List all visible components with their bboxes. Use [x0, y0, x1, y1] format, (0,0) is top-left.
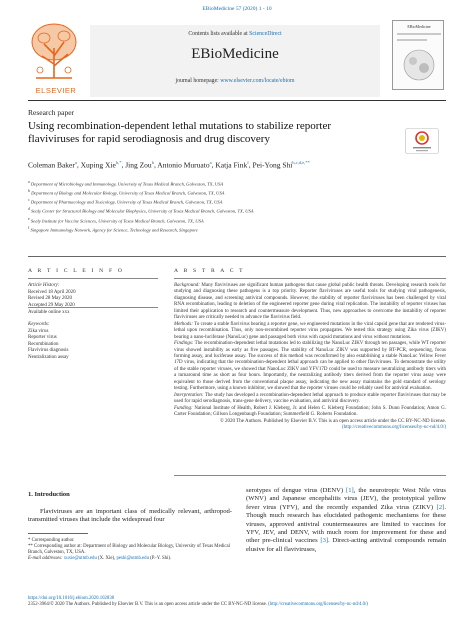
intro-paragraph: Flaviviruses are an important class of medically relevant, arthropod-transmitted viruses that include the widespread four [28, 508, 232, 524]
keyword: Reporter virus [28, 335, 57, 341]
article-info-rule [28, 278, 158, 279]
findings-label: Findings: [174, 341, 194, 347]
homepage-line [90, 78, 380, 84]
author-list: Coleman Baker$^a$, Xuping Xie$^{b,*}$, Jing Zou$^b$, Antonio Muruato$^a$, Katja Fink$^f$, Pei-Yong Shi$^{b,c,d,e,**}$ [28, 160, 310, 170]
cover-image-icon [401, 47, 437, 83]
methods-text: To create a stable flavivirus bearing a reporter gene, we engineered mutations in the viral capsid gene that are rendered virus-lethal upon recombination. Thus, only non-recombined reporter virus propagates. We tested this strategy using Zika virus (ZIKV) bearing a nano-luciferase (NanoLuc) gene and passaged both virus with capsid mutations and virus without mutations. [174, 321, 446, 340]
author-name[interactable]: Pei-Yong Shi [252, 160, 293, 170]
article-type: Research paper [28, 108, 75, 117]
intro-right-column [246, 487, 446, 554]
doi-link[interactable]: https://doi.org/10.1016/j.ebiom.2020.102838 [28, 596, 115, 601]
history-received: Received 18 April 2020 [28, 289, 76, 295]
affiliation-text: Department of Pharmacology and Toxicology, University of Texas Medical Branch, Galveston, TX, USA [30, 199, 223, 205]
check-for-updates-icon[interactable] [405, 128, 439, 154]
methods-label: Methods: [174, 321, 193, 327]
email-owner: (P.-Y. Shi). [148, 556, 172, 561]
affiliation [28, 188, 446, 197]
journal-title: EBioMedicine [191, 46, 279, 62]
affiliation-text: Department of Biology and Molecular Biology, University of Texas Medical Branch, Galveston, TX, USA [31, 190, 225, 196]
affiliation-sup: b [28, 189, 30, 194]
journal-homepage-link[interactable]: www.elsevier.com/locate/ebiom [220, 78, 295, 84]
affiliation [28, 197, 446, 206]
history-heading: Article History: [28, 283, 60, 288]
author-name[interactable]: Antonio Muruato [157, 160, 210, 170]
keyword: Flavivirus diagnosis [28, 348, 69, 354]
introduction-heading: 1. Introduction [28, 491, 70, 498]
affiliation-sup: d [28, 207, 30, 212]
affiliation-sup: f [28, 225, 30, 230]
abstract-interpretation [174, 393, 446, 406]
page-footer [28, 596, 446, 608]
footnotes [28, 538, 232, 562]
abstract-rule [174, 278, 446, 279]
abstract-heading: A B S T R A C T [174, 268, 245, 274]
contents-line [90, 31, 380, 37]
interpretation-label: Interpretation: [174, 392, 204, 398]
abstract-end-rule [174, 475, 446, 476]
history-online-wrap [28, 310, 158, 317]
keyword: Zika virus [28, 328, 49, 334]
abstract-license-link[interactable]: (http://creativecommons.org/licenses/by-nc-nd/4.0/) [341, 424, 446, 430]
abstract-methods [174, 322, 446, 341]
header-rule [28, 100, 446, 101]
intro-text: . Though much research has elucidated pathogenic mechanisms for these viruses, approved antiviral countermeasures are limited to vaccines for YFV, JEV, and DENV, with much room for improvement for these and other pre-clinical vaccines [246, 503, 446, 545]
intro-paragraph-continued [246, 487, 446, 554]
author-affiliation-sup: a [209, 160, 212, 165]
interpretation-text: The study has developed a recombination-dependent lethal approach to produce stable reporter flaviviruses that may be used for rapid serodiagnosis, trans-gene delivery, vaccine evaluation, and antiviral discovery. [174, 392, 446, 405]
abstract-copyright: © 2020 The Authors. Published by Elsevier B.V. This is an open access article under the CC BY-NC-ND license. [220, 418, 446, 424]
author-affiliation-sup: a [74, 160, 77, 165]
findings-text: The recombination-dependent lethal mutations led to stabilizing the NanoLuc ZIKV through ten passages, while WT reporter virus showed instability as early as five passages. The stability of NanoLuc ZIKV was supported by RT-PCR, sequencing, focus forming assay, and luciferase assay. The success of this method was reconfirmed by also establishing a stable NanoLuc Yellow Fever 17D virus, indicating that the recombination-dependent lethal approach can be applied to other flaviviruses. To demonstrate the utility of the stable reporter viruses, we showed that NanoLuc ZIKV and YFV17D could be used to measure neutralizing antibody titers with a turnaround time as short as four hours. Importantly, the neutralizing antibody titers derived from the reporter virus assay were equivalent to those derived from the conventional plaque assay, indicating the new assay maintains the gold standard of serology testing. Furthermore, using a known inhibitor, we showed that the reporter viruses could be reliably used for antiviral evaluation. [174, 341, 446, 392]
email-link[interactable]: xuxie@utmb.edu [63, 556, 97, 561]
email-link[interactable]: peshi@utmb.edu [116, 556, 149, 561]
background-text: Many flaviviruses are significant human pathogens that cause global public health threats. Developing research tools for studying and diagnosing these pathogens is a top priority. Reporter flaviviruses are useful tools for studying viral pathogenesis, diagnosing disease, and screening antiviral compounds. However, the stability of reporter flaviviruses has been challenged by viral RNA recombination, leading to deletion of the engineered reporter gene during viral replication. The instability of reporter viruses has limited their application to research and countermeasure development. Thus, new approaches to overcome the instability of reporter flaviviruses are critically needed to advance the flavivirus field. [174, 283, 446, 321]
affiliation-text: Sealy Institute for Vaccine Sciences, University of Texas Medical Branch, Galveston, TX, USA [30, 218, 204, 224]
article-history [28, 283, 158, 309]
cover-decoration [397, 33, 441, 35]
abstract-findings [174, 341, 446, 393]
author-name[interactable]: Katja Fink [215, 160, 248, 170]
footer-license-text: 2352-3964/© 2020 The Authors. Published by Elsevier B.V. This is an open access article under the CC BY-NC-ND license. [28, 602, 269, 607]
affiliation [28, 206, 446, 215]
footer-license [28, 602, 446, 608]
elsevier-tree-logo-icon [28, 20, 80, 82]
affiliation-list [28, 179, 446, 234]
history-revised: Revised 28 May 2020 [28, 296, 73, 302]
footnote-corresponding: * Corresponding author. [28, 538, 75, 543]
affiliation-text: Sealy Center for Structural Biology and Molecular Biophysics, University of Texas Medical Branch, Galveston, TX, USA [31, 208, 254, 214]
running-head: EBioMedicine 57 (2020) 1 - 10 [202, 6, 272, 12]
affiliation-text: Singapore Immunology Network, Agency for Science, Technology and Research, Singapore [30, 227, 198, 233]
keyword: Recombination [28, 341, 59, 347]
reference-link[interactable]: [2] [436, 503, 445, 511]
abstract-funding [174, 406, 446, 419]
cover-decoration [397, 39, 427, 41]
homepage-prefix: journal homepage: [175, 78, 221, 84]
history-accepted: Accepted 29 May 2020 [28, 302, 75, 308]
affiliation [28, 216, 446, 225]
affiliation-sup: a [28, 180, 30, 184]
article-info-heading: A R T I C L E I N F O [28, 268, 125, 274]
funding-label: Funding: [174, 405, 193, 411]
article-title: Using recombination-dependent lethal mutations to stabilize reporter flaviviruses for rapid serodiagnosis and drug discovery [28, 120, 332, 145]
abstract-body [174, 283, 446, 431]
history-online: Available online xxx [28, 310, 70, 315]
keywords-rule [28, 307, 158, 308]
footnote-rule [28, 533, 88, 534]
keyword: Neutralization assay [28, 354, 69, 360]
keyword-list [28, 322, 158, 362]
intro-text: serotypes of dengue virus (DENV) [246, 487, 347, 494]
background-label: Background: [174, 283, 200, 288]
author-name[interactable]: Jing Zou [125, 160, 152, 170]
affiliation-text: Department of Microbiology and Immunology, University of Texas Medical Branch, Galveston, TX, USA [30, 181, 224, 187]
keywords-heading: Keywords: [28, 322, 50, 327]
section-rule [28, 256, 446, 257]
author-affiliation-sup: f [247, 160, 249, 165]
intro-text: . Direct-acting antiviral compounds remain elusive for all flaviviruses, [246, 537, 446, 553]
footer-license-link[interactable]: (http://creativecommons.org/licenses/by-nc-nd/4.0/) [268, 602, 368, 607]
contents-prefix: Contents lists available at [188, 31, 250, 37]
author-affiliation-sup: b,c,d,e,** [292, 160, 310, 165]
publisher-name: ELSEVIER [35, 86, 77, 95]
reference-link[interactable]: [1] [346, 487, 354, 494]
cover-title: EBioMedicine [407, 24, 431, 29]
email-owner: (X. Xie), [96, 556, 117, 561]
abstract-background [174, 283, 446, 322]
funding-text: National Institute of Health, Robert J. Kleberg, Jr. and Helen C. Kleberg Foundation; John S. Dunn Foundation; Amon G. Carter Foundation; Gillson Longenbaugh Foundation; Summerfield G. Roberts Foundation. [174, 405, 446, 418]
author-affiliation-sup: b,* [115, 160, 122, 165]
author-name[interactable]: Xuping Xie [80, 160, 116, 170]
intro-left-column [28, 508, 232, 525]
reference-link[interactable]: [3] [320, 537, 329, 545]
affiliation [28, 225, 446, 234]
sciencedirect-link[interactable]: ScienceDirect [249, 31, 282, 37]
journal-cover-thumbnail [392, 20, 444, 90]
intro-text: , the neurotropic West Nile virus (WNV) and Japanese encephalitis virus (JEV), the prototypical yellow fever virus (YFV), and the recently expanded Zika virus (ZIKV) [246, 487, 446, 511]
affiliation [28, 179, 446, 188]
footnote-co-corresponding: ** Corresponding author at: Department of Biology and Molecular Biology, University of Texas Medical Branch, Galveston, TX, USA. [28, 544, 231, 555]
affiliation-sup: c [28, 198, 30, 203]
author-affiliation-sup: b [151, 160, 154, 165]
footnote-emails [28, 556, 232, 562]
email-label: E-mail addresses: [28, 556, 64, 561]
affiliation-sup: e [28, 216, 30, 221]
author-name[interactable]: Coleman Baker [28, 160, 75, 170]
